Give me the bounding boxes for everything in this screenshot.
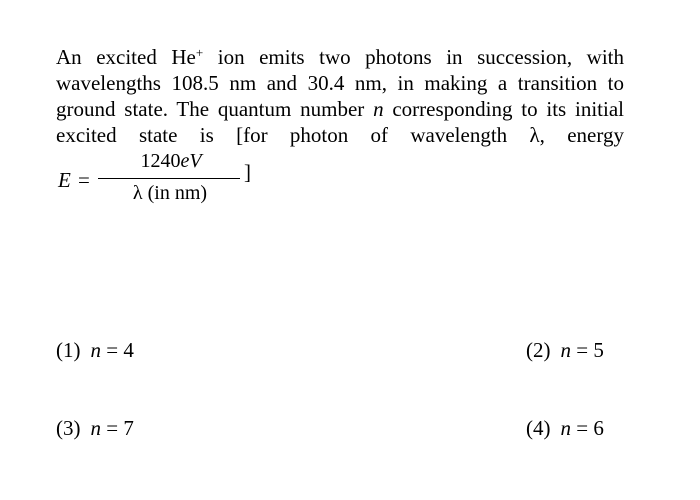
option-2[interactable] <box>526 338 604 363</box>
option-4-value: = 6 <box>571 416 604 440</box>
option-4-variable: n <box>560 416 571 440</box>
quantum-number-variable: n <box>373 97 384 121</box>
closing-bracket: ] <box>244 160 251 184</box>
question-text <box>56 44 624 148</box>
ion-charge-superscript: + <box>195 45 204 60</box>
fraction-bar <box>98 178 240 179</box>
option-2-variable: n <box>560 338 571 362</box>
option-2-label: (2) <box>526 338 551 362</box>
question-line-3 <box>56 96 624 122</box>
question-line-2: wavelengths 108.5 nm and 30.4 nm, in making a transition to <box>56 71 624 95</box>
numerator-unit: eV <box>180 150 202 172</box>
question-line-4: excited state is [for photon of wavelength λ, energy <box>56 123 624 147</box>
option-4-label: (4) <box>526 416 551 440</box>
question-line-3-start: ground state. The quantum number <box>56 97 374 121</box>
option-3[interactable] <box>56 416 134 441</box>
question-line-1 <box>56 44 624 70</box>
question-line-1-start: An excited He <box>56 45 196 69</box>
energy-formula <box>58 150 251 212</box>
option-3-label: (3) <box>56 416 81 440</box>
option-3-value: = 7 <box>101 416 134 440</box>
numerator-value: 1240 <box>140 150 181 172</box>
option-1[interactable] <box>56 338 134 363</box>
formula-lhs: E <box>58 168 71 192</box>
option-1-value: = 4 <box>101 338 134 362</box>
formula-equals: = <box>78 168 90 192</box>
option-3-variable: n <box>90 416 101 440</box>
option-4[interactable] <box>526 416 604 441</box>
option-1-variable: n <box>90 338 101 362</box>
formula-denominator: λ (in nm) <box>132 182 208 204</box>
option-1-label: (1) <box>56 338 81 362</box>
question-line-1-end: ion emits two photons in succession, with <box>203 45 624 69</box>
question-line-3-end: corresponding to its initial <box>383 97 624 121</box>
option-2-value: = 5 <box>571 338 604 362</box>
formula-numerator <box>102 150 240 173</box>
